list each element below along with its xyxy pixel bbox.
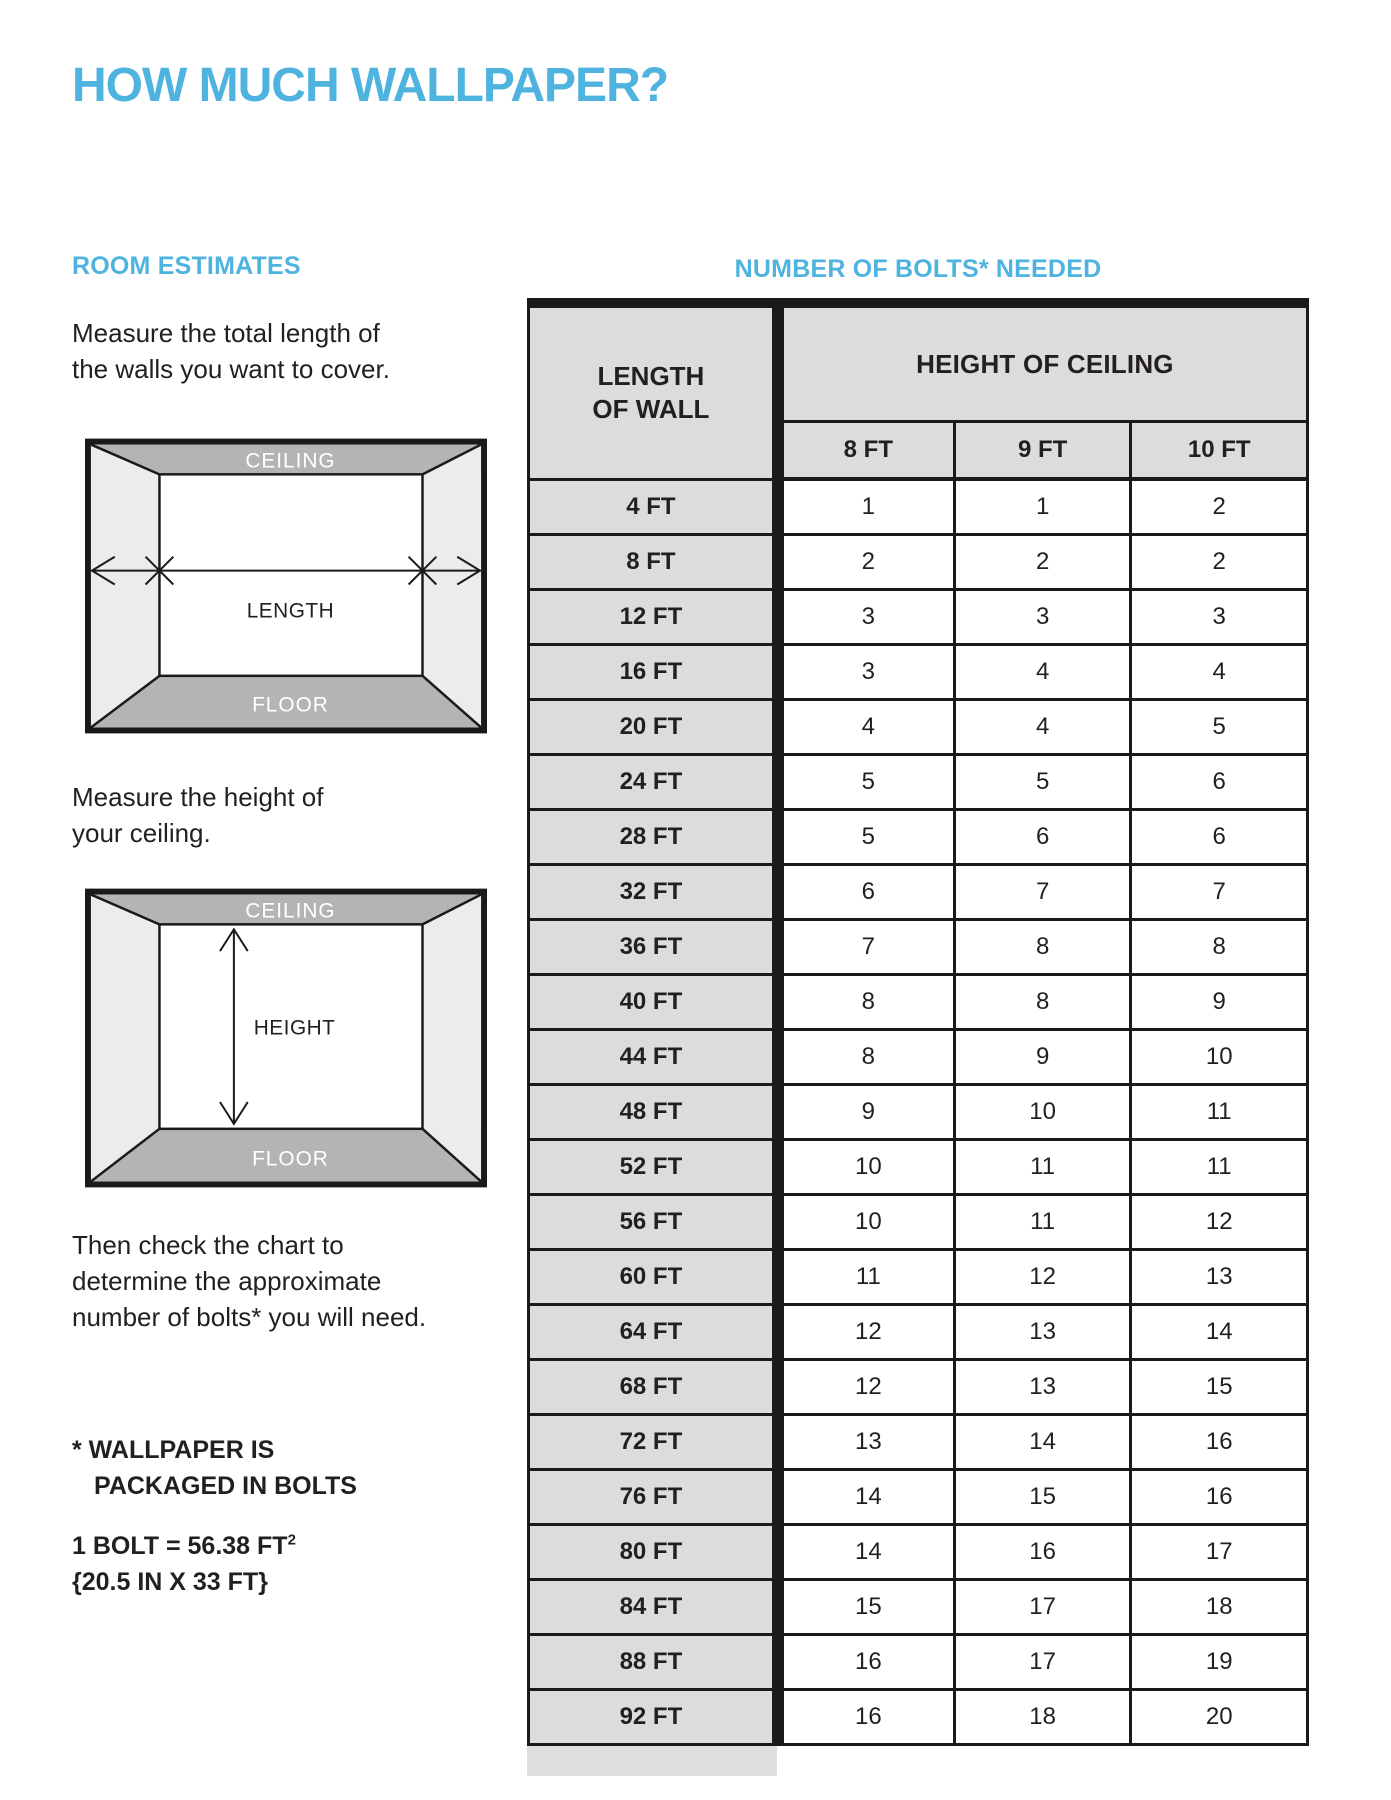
bolt-count-cell: 14 [954, 1414, 1131, 1469]
bolt-count-cell: 8 [778, 974, 955, 1029]
floor-label: FLOOR [252, 693, 329, 717]
length-of-wall-header [529, 303, 778, 479]
bolt-count-cell: 8 [954, 974, 1131, 1029]
wall-length-cell: 40 FT [529, 974, 778, 1029]
bolt-count-cell: 1 [778, 479, 955, 534]
length-label: LENGTH [246, 599, 335, 623]
bolt-count-cell: 14 [1131, 1304, 1308, 1359]
footnote-line: * WALLPAPER IS [72, 1436, 275, 1464]
bolt-count-cell: 11 [1131, 1139, 1308, 1194]
wall-length-cell: 60 FT [529, 1249, 778, 1304]
bolt-count-cell: 7 [1131, 864, 1308, 919]
wall-length-cell: 20 FT [529, 699, 778, 754]
bolt-count-cell: 13 [778, 1414, 955, 1469]
bolt-count-cell: 3 [954, 589, 1131, 644]
page-title: HOW MUCH WALLPAPER? [72, 59, 669, 112]
bolt-count-cell: 6 [954, 809, 1131, 864]
wall-length-cell: 12 FT [529, 589, 778, 644]
table-row [529, 1689, 1308, 1744]
table-footer-gray-strip [527, 1746, 777, 1776]
table-row [529, 479, 1308, 534]
table-row [529, 1414, 1308, 1469]
wall-length-cell: 52 FT [529, 1139, 778, 1194]
bolt-count-cell: 12 [778, 1359, 955, 1414]
ceiling-height-diagram-svg [85, 888, 487, 1188]
table-row [529, 919, 1308, 974]
table-row [529, 809, 1308, 864]
bolt-count-cell: 13 [1131, 1249, 1308, 1304]
bolt-count-cell: 7 [778, 919, 955, 974]
bolt-equation-text: 1 BOLT = 56.38 FT [72, 1532, 288, 1560]
bolt-count-cell: 4 [954, 644, 1131, 699]
bolt-count-cell: 4 [1131, 644, 1308, 699]
height-label: HEIGHT [253, 1016, 336, 1040]
bolt-count-cell: 10 [954, 1084, 1131, 1139]
bolt-count-cell: 1 [954, 479, 1131, 534]
bolt-count-cell: 8 [954, 919, 1131, 974]
bolt-count-cell: 12 [1131, 1194, 1308, 1249]
bolt-count-cell: 4 [954, 699, 1131, 754]
wall-length-cell: 24 FT [529, 754, 778, 809]
bolt-count-cell: 3 [778, 644, 955, 699]
bolt-count-cell: 16 [778, 1634, 955, 1689]
length-header-line: LENGTH [597, 361, 705, 392]
bolt-count-cell: 8 [1131, 919, 1308, 974]
bolt-equation [72, 1528, 296, 1601]
col-header-8ft: 8 FT [778, 422, 955, 480]
bolt-count-cell: 15 [1131, 1359, 1308, 1414]
wall-length-cell: 88 FT [529, 1634, 778, 1689]
bolt-count-cell: 17 [1131, 1524, 1308, 1579]
bolts-table [527, 298, 1309, 1746]
bolt-count-cell: 15 [778, 1579, 955, 1634]
height-of-ceiling-header: HEIGHT OF CEILING [778, 303, 1308, 422]
table-header-row [529, 303, 1308, 422]
bolt-count-cell: 5 [954, 754, 1131, 809]
bolt-count-cell: 2 [954, 534, 1131, 589]
table-row [529, 1634, 1308, 1689]
footnote-line: PACKAGED IN BOLTS [94, 1472, 357, 1501]
bolt-count-cell: 19 [1131, 1634, 1308, 1689]
bolt-count-cell: 18 [1131, 1579, 1308, 1634]
bolt-count-cell: 16 [778, 1689, 955, 1744]
floor-label: FLOOR [252, 1147, 329, 1171]
table-row [529, 1084, 1308, 1139]
wall-length-cell: 68 FT [529, 1359, 778, 1414]
paragraph-line: determine the approximate [72, 1265, 382, 1296]
ceiling-label: CEILING [245, 449, 336, 473]
bolt-count-cell: 16 [1131, 1469, 1308, 1524]
bolt-count-cell: 9 [1131, 974, 1308, 1029]
bolt-count-cell: 6 [1131, 809, 1308, 864]
intro-paragraph-length [72, 316, 390, 388]
wall-length-cell: 16 FT [529, 644, 778, 699]
bolt-count-cell: 6 [1131, 754, 1308, 809]
paragraph-line: Measure the total length of [72, 318, 380, 348]
wall-length-cell: 72 FT [529, 1414, 778, 1469]
bolt-count-cell: 16 [1131, 1414, 1308, 1469]
ceiling-height-diagram [85, 888, 487, 1188]
wall-length-cell: 92 FT [529, 1689, 778, 1744]
table-row [529, 699, 1308, 754]
wall-length-cell: 32 FT [529, 864, 778, 919]
wall-length-cell: 28 FT [529, 809, 778, 864]
table-row [529, 1524, 1308, 1579]
bolt-count-cell: 3 [778, 589, 955, 644]
bolt-count-cell: 12 [778, 1304, 955, 1359]
table-row [529, 534, 1308, 589]
bolt-count-cell: 9 [778, 1084, 955, 1139]
ceiling-label: CEILING [245, 899, 336, 923]
wall-length-cell: 8 FT [529, 534, 778, 589]
wall-length-cell: 76 FT [529, 1469, 778, 1524]
table-row [529, 754, 1308, 809]
col-header-9ft: 9 FT [954, 422, 1131, 480]
paragraph-line: number of bolts* you will need. [72, 1301, 427, 1332]
bolt-footnote [72, 1432, 357, 1505]
bolt-count-cell: 3 [1131, 589, 1308, 644]
bolt-count-cell: 17 [954, 1634, 1131, 1689]
bolt-count-cell: 2 [778, 534, 955, 589]
wall-length-cell: 44 FT [529, 1029, 778, 1084]
length-header-line: OF WALL [592, 393, 710, 424]
wall-length-cell: 4 FT [529, 479, 778, 534]
table-row [529, 589, 1308, 644]
bolt-count-cell: 13 [954, 1304, 1131, 1359]
table-row [529, 644, 1308, 699]
table-row [529, 1469, 1308, 1524]
table-row [529, 1304, 1308, 1359]
bolt-count-cell: 15 [954, 1469, 1131, 1524]
bolt-count-cell: 12 [954, 1249, 1131, 1304]
table-row [529, 1579, 1308, 1634]
bolt-count-cell: 14 [778, 1469, 955, 1524]
table-row [529, 1029, 1308, 1084]
table-row [529, 1194, 1308, 1249]
table-row [529, 1359, 1308, 1414]
paragraph-line: Measure the height of [72, 782, 324, 812]
bolt-count-cell: 9 [954, 1029, 1131, 1084]
bolt-count-cell: 10 [778, 1139, 955, 1194]
intro-paragraph-height [72, 780, 324, 852]
col-header-10ft: 10 FT [1131, 422, 1308, 480]
bolt-count-cell: 13 [954, 1359, 1131, 1414]
bolt-count-cell: 5 [1131, 699, 1308, 754]
bolt-count-cell: 4 [778, 699, 955, 754]
wall-length-cell: 56 FT [529, 1194, 778, 1249]
bolt-count-cell: 20 [1131, 1689, 1308, 1744]
wall-length-cell: 48 FT [529, 1084, 778, 1139]
wall-length-cell: 80 FT [529, 1524, 778, 1579]
bolt-count-cell: 2 [1131, 479, 1308, 534]
bolt-count-cell: 17 [954, 1579, 1131, 1634]
bolt-count-cell: 8 [778, 1029, 955, 1084]
room-length-diagram-svg [85, 438, 487, 734]
room-estimates-heading: ROOM ESTIMATES [72, 252, 301, 280]
bolts-needed-heading: NUMBER OF BOLTS* NEEDED [734, 255, 1102, 283]
bolt-count-cell: 11 [954, 1139, 1131, 1194]
bolt-count-cell: 6 [778, 864, 955, 919]
back-wall-plane [159, 474, 422, 675]
wall-length-cell: 84 FT [529, 1579, 778, 1634]
bolt-count-cell: 10 [1131, 1029, 1308, 1084]
check-chart-paragraph [72, 1228, 426, 1336]
bolt-count-cell: 11 [778, 1249, 955, 1304]
bolts-table-section [527, 255, 1309, 1776]
bolt-count-cell: 5 [778, 754, 955, 809]
bolt-count-cell: 2 [1131, 534, 1308, 589]
room-length-diagram [85, 438, 487, 734]
bolt-equation-superscript: 2 [287, 1531, 296, 1549]
bolt-count-cell: 14 [778, 1524, 955, 1579]
bolts-table-head [529, 303, 1308, 479]
bolts-table-body [529, 479, 1308, 1744]
bolt-count-cell: 5 [778, 809, 955, 864]
bolt-count-cell: 18 [954, 1689, 1131, 1744]
bolt-count-cell: 11 [1131, 1084, 1308, 1139]
paragraph-line: your ceiling. [72, 817, 211, 848]
wall-length-cell: 36 FT [529, 919, 778, 974]
bolt-count-cell: 11 [954, 1194, 1131, 1249]
table-row [529, 1139, 1308, 1194]
paragraph-line: Then check the chart to [72, 1230, 344, 1260]
wall-length-cell: 64 FT [529, 1304, 778, 1359]
bolt-count-cell: 7 [954, 864, 1131, 919]
table-row [529, 864, 1308, 919]
bolt-equation-line [72, 1528, 296, 1564]
table-row [529, 1249, 1308, 1304]
table-row [529, 974, 1308, 1029]
bolt-count-cell: 16 [954, 1524, 1131, 1579]
paragraph-line: the walls you want to cover. [72, 353, 390, 384]
bolt-count-cell: 10 [778, 1194, 955, 1249]
bolt-equation-line: {20.5 IN X 33 FT} [72, 1568, 268, 1597]
